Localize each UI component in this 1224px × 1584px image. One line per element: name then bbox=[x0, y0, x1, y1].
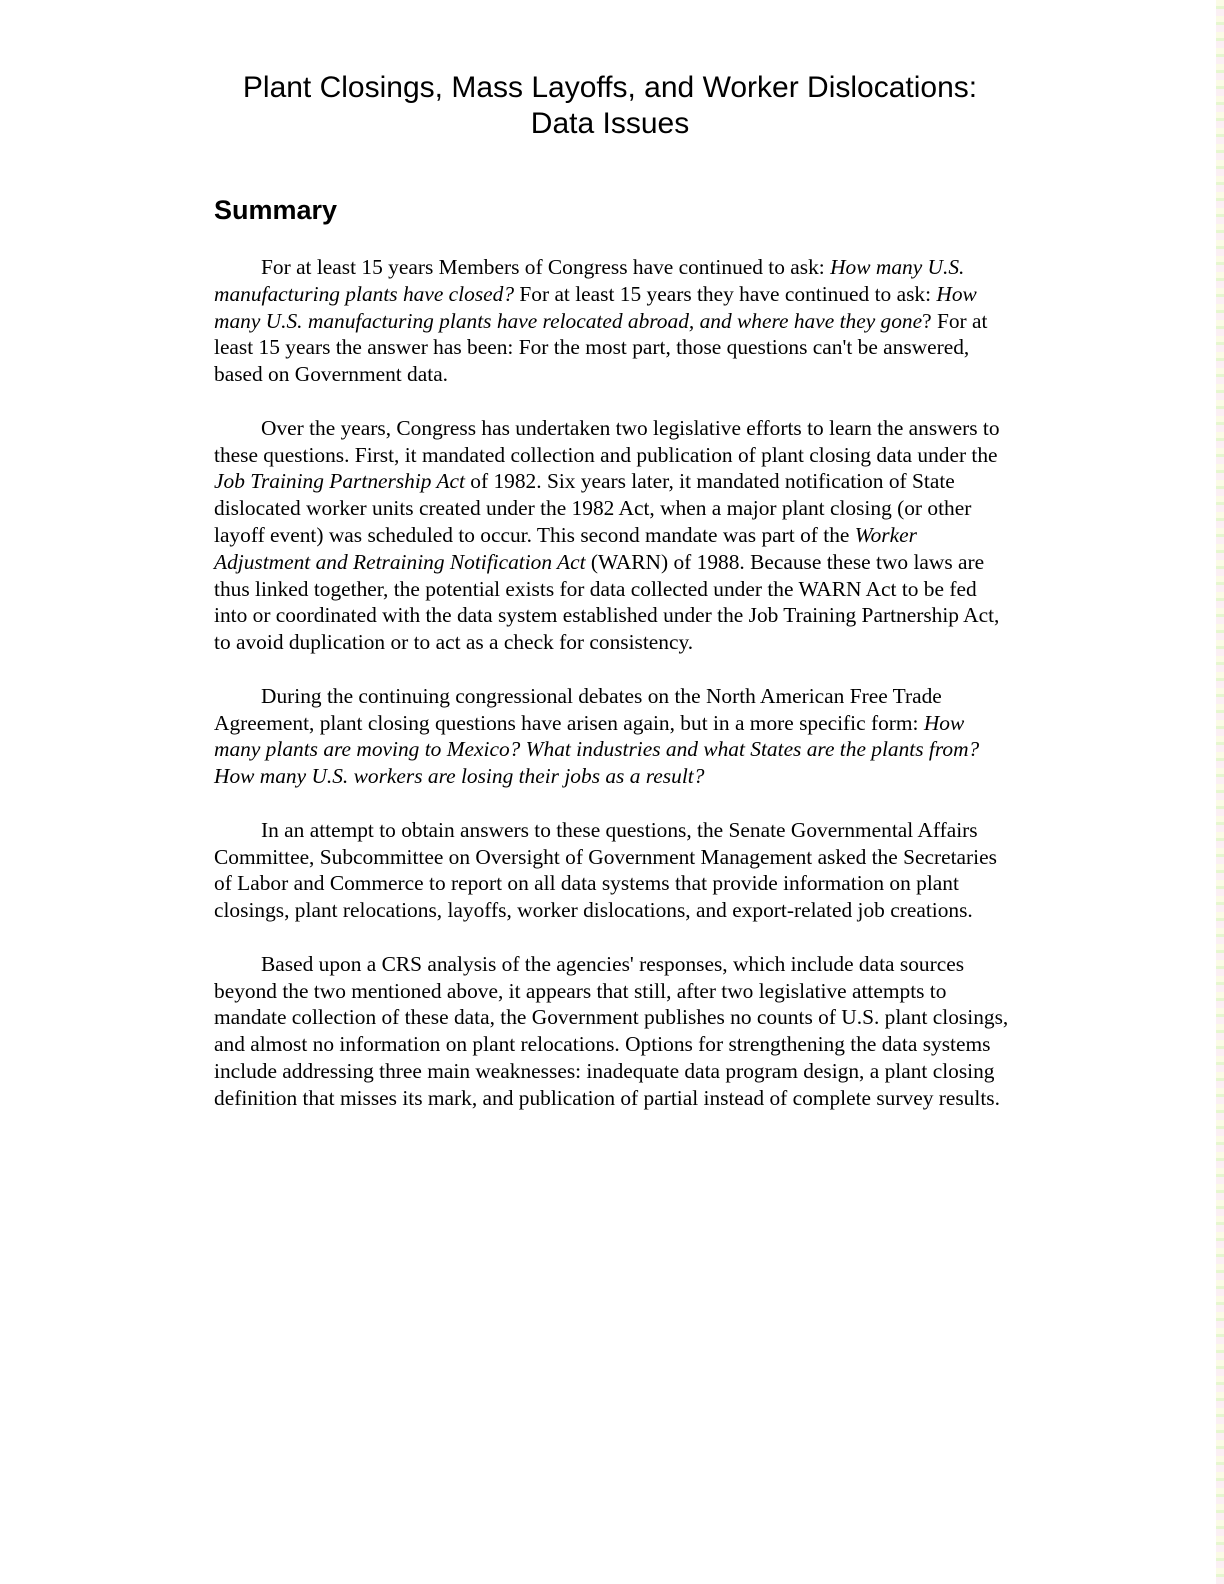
paragraph-2-text: of 1982. Six years later, it mandated notification of State dislocated worker units created under the 1982 Act, when a major plant closing (or other layoff event) was scheduled to occur. This second mandate was part of the bbox=[214, 469, 972, 547]
paragraph-1-question-closed: How many U.S. manufacturing plants have closed? bbox=[214, 255, 965, 306]
paragraph-1-question-relocated: How many U.S. manufacturing plants have relocated abroad, and where have they gone bbox=[214, 281, 977, 333]
paragraph-1-text: For at least 15 years Members of Congress have continued to ask: bbox=[261, 255, 831, 279]
act-name-jtpa: Job Training Partnership Act bbox=[214, 469, 465, 494]
paragraph-2-text: Over the years, Congress has undertaken two legislative efforts to learn the answers to these questions. First, it mandated collection and publication of plant closing data under the bbox=[214, 415, 1000, 467]
paragraph-5-text: Based upon a CRS analysis of the agencies' responses, which include data sources beyond the two mentioned above, it appears that still, after two legislative attempts to mandate collection of these data, the Government publishes no counts of U.S. plant closings, and almost no information on plant relocations. Options for strengthening the data systems include addressing three main weaknesses: inadequate data program design, a plant closing definition that misses its mark, and publication of partial instead of complete survey results. bbox=[214, 951, 1009, 1110]
paragraph-1 bbox=[214, 254, 1009, 388]
paragraph-3-questions: How many plants are moving to Mexico? What industries and what States are the plants from? How many U.S. workers are losing their jobs as a result? bbox=[214, 710, 980, 789]
act-name-warn: Worker Adjustment and Retraining Notification Act bbox=[214, 522, 917, 574]
paragraph-4 bbox=[214, 817, 1009, 924]
summary-body bbox=[214, 254, 1009, 1138]
paragraph-1-text: For at least 15 years they have continued to ask: bbox=[514, 281, 937, 306]
title-line-1: Plant Closings, Mass Layoffs, and Worker Dislocations: bbox=[242, 71, 978, 104]
paragraph-3-text: During the continuing congressional debates on the North American Free Trade Agreement, plant closing questions have arisen again, but in a more specific form: bbox=[214, 683, 942, 735]
page-edge-artifact bbox=[1216, 0, 1224, 1584]
paragraph-5 bbox=[214, 951, 1009, 1112]
title-line-2: Data Issues bbox=[530, 107, 690, 140]
paragraph-2-text: (WARN) of 1988. Because these two laws are thus linked together, the potential exists for data collected under the WARN Act to be fed into or coordinated with the data system established under the Job Training Partnership Act, to avoid duplication or to act as a check for consistency. bbox=[214, 549, 1000, 655]
paragraph-2 bbox=[214, 415, 1009, 656]
paragraph-1-text: ? For at least 15 years the answer has been: For the most part, those questions can't be answered, based on Government data. bbox=[214, 308, 988, 387]
document-title bbox=[200, 70, 1020, 142]
paragraph-4-text: In an attempt to obtain answers to these questions, the Senate Governmental Affairs Committee, Subcommittee on Oversight of Government Management asked the Secretaries of Labor and Commerce to report on all data systems that provide information on plant closings, plant relocations, layoffs, worker dislocations, and export-related job creations. bbox=[214, 817, 997, 923]
paragraph-3 bbox=[214, 683, 1009, 790]
section-heading-summary: Summary bbox=[214, 195, 338, 225]
